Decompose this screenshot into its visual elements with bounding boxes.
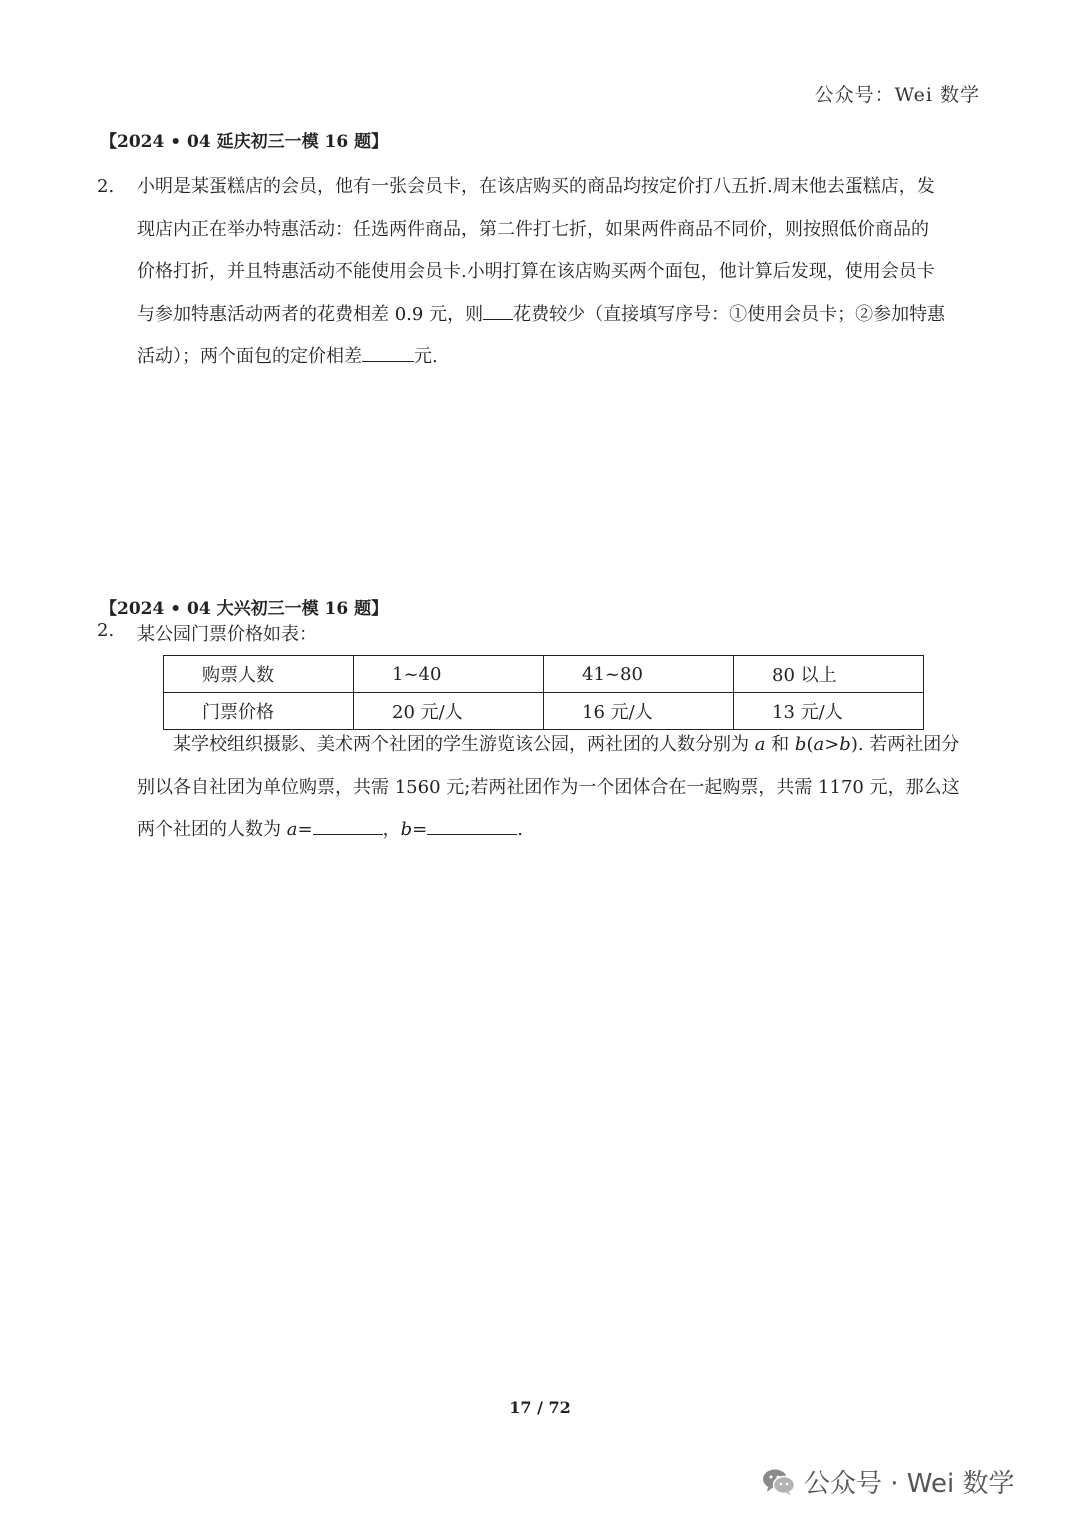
q2-para3a: 两个社团的人数为 — [137, 819, 287, 840]
q1-number: 2. — [97, 176, 115, 197]
table-cell: 20 元/人 — [354, 693, 544, 730]
table-cell: 80 以上 — [734, 656, 924, 693]
q2-source: 【2024 • 04 大兴初三一模 16 题】 — [100, 599, 389, 619]
watermark — [762, 1463, 1014, 1500]
table-cell: 门票价格 — [164, 693, 354, 730]
q2-para2: 别以各自社团为单位购票，共需 1560 元;若两社团作为一个团体合在一起购票，共需 1170 元，那么这 — [137, 776, 960, 798]
table-cell: 13 元/人 — [734, 693, 924, 730]
table-cell: 购票人数 — [164, 656, 354, 693]
q2-para3d: = — [412, 819, 428, 840]
var-a: a — [754, 734, 766, 755]
q2-para1e: ). 若两社团分 — [850, 734, 960, 755]
q2-number: 2. — [97, 620, 115, 641]
price-table — [163, 655, 924, 730]
wechat-icon — [762, 1468, 796, 1496]
q1-line2: 现店内正在举办特惠活动：任选两件商品，第二件打七折，如果两件商品不同价，则按照低价商品的 — [137, 218, 929, 240]
q1-line3: 价格打折，并且特惠活动不能使用会员卡.小明打算在该店购买两个面包，他计算后发现，使用会员卡 — [137, 261, 935, 282]
q2-blank-a[interactable] — [313, 816, 383, 835]
var-b: b — [400, 819, 413, 840]
q2-para3e: . — [517, 819, 523, 840]
q2-blank-b[interactable] — [427, 816, 517, 835]
q1-text — [137, 166, 983, 379]
q1-line1: 小明是某蛋糕店的会员，他有一张会员卡，在该店购买的商品均按定价打八五折.周末他去蛋糕店，发 — [137, 176, 935, 197]
q2-text — [137, 724, 983, 852]
var-b: b — [839, 734, 851, 755]
q2-intro: 某公园门票价格如表： — [137, 624, 317, 645]
table-cell: 1~40 — [354, 656, 544, 693]
q2-para1d: > — [824, 734, 840, 755]
q1-line4 — [137, 294, 983, 337]
page-number: 17 / 72 — [509, 1398, 571, 1417]
q2-para1a: 某学校组织摄影、美术两个社团的学生游览该公园，两社团的人数分别为 — [173, 734, 755, 755]
q1-blank-2[interactable] — [362, 343, 414, 362]
q2-para3 — [137, 809, 983, 852]
q2-para3b: = — [297, 819, 313, 840]
q2-para1b: 和 — [765, 734, 795, 755]
var-a: a — [813, 734, 825, 755]
q1-blank-1[interactable] — [483, 301, 513, 320]
q1-line4b: 花费较少（直接填写序号：①使用会员卡；②参加特惠 — [513, 303, 946, 325]
q1-line5b: 元. — [414, 346, 438, 367]
q2-para1 — [137, 724, 983, 767]
q1-line5 — [137, 336, 983, 379]
watermark-text: 公众号 · Wei 数学 — [804, 1469, 1015, 1499]
q2-para3c: ， — [382, 819, 401, 840]
q1-line5a: 活动）；两个面包的定价相差 — [137, 346, 362, 367]
var-b: b — [794, 734, 807, 755]
q2-para1c: ( — [806, 734, 814, 755]
q1-line4a: 与参加特惠活动两者的花费相差 0.9 元，则 — [137, 303, 484, 325]
var-a: a — [286, 819, 298, 840]
header-account: 公众号：Wei 数学 — [814, 84, 980, 106]
table-row — [164, 656, 924, 693]
table-cell: 16 元/人 — [544, 693, 734, 730]
q1-source: 【2024 • 04 延庆初三一模 16 题】 — [100, 132, 389, 152]
table-cell: 41~80 — [544, 656, 734, 693]
